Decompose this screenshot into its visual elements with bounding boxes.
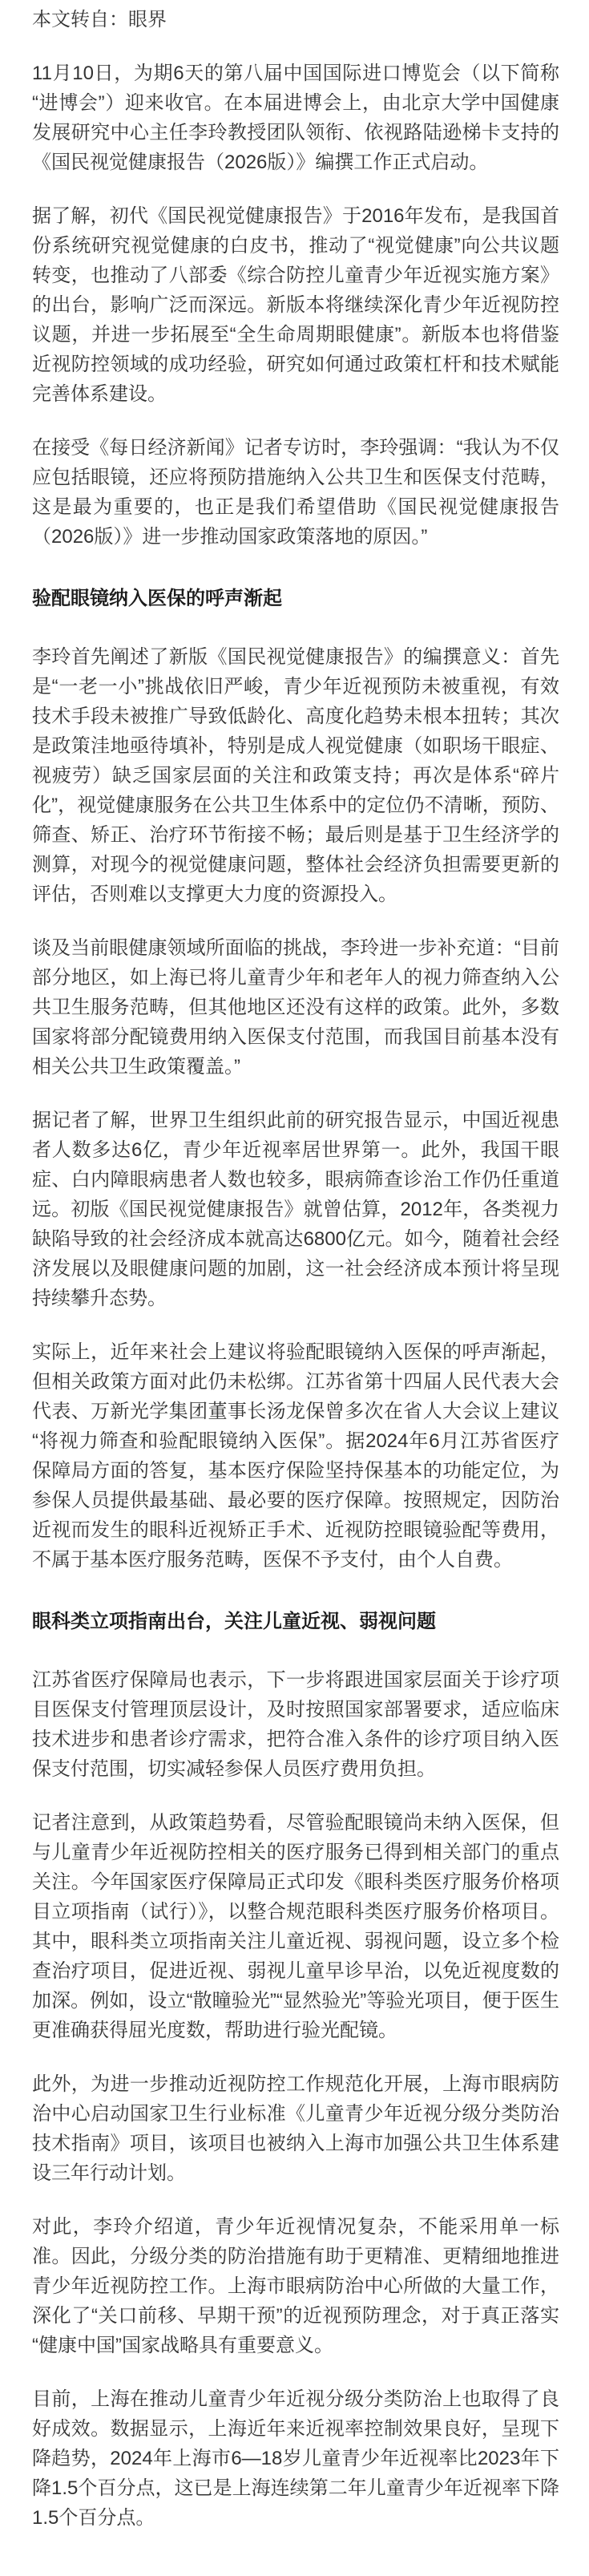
paragraph-who-statistics: 据记者了解，世界卫生组织此前的研究报告显示，中国近视患者人数多达6亿，青少年近视率居世界第一。此外，我国干眼症、白内障眼病患者人数也较多，眼病筛查诊治工作仍任重道远。初版《国民视觉健康报告》就曾估算，2012年，各类视力缺陷导致的社会经济成本就高达6800亿元。如今，随着社会经济发展以及眼健康问题的加剧，这一社会经济成本预计将呈现持续攀升态势。 — [32, 1110, 559, 1309]
paragraph-shanghai-standard: 此外，为进一步推动近视防控工作规范化开展，上海市眼病防治中心启动国家卫生行业标准《儿童青少年近视分级分类防治技术指南》项目，该项目也被纳入上海市加强公共卫生体系建设三年行动计划。 — [32, 2073, 559, 2184]
source-attribution: 本文转自：眼界 — [32, 9, 167, 30]
paragraph-report-significance: 李玲首先阐述了新版《国民视觉健康报告》的编撰意义：首先是“一老一小”挑战依旧严峻，青少年近视预防未被重视，有效技术手段未被推广导致低龄化、高度化趋势未根本扭转；其次是政策洼地亟待填补，特别是成人视觉健康（如职场干眼症、视疲劳）缺乏国家层面的关注和政策支持；再次是体系“碎片化”，视觉健康服务在公共卫生体系中的定位仍不清晰，预防、筛查、矫正、治疗环节衔接不畅；最后则是基于卫生经济学的测算，对现今的视觉健康问题，整体社会经济负担需要更新的评估，否则难以支撑更大力度的资源投入。 — [32, 646, 559, 905]
paragraph-challenges-quote: 谈及当前眼健康领域所面临的挑战，李玲进一步补充道：“目前部分地区，如上海已将儿童青少年和老年人的视力筛查纳入公共卫生服务范畴，但其他地区还没有这样的政策。此外，多数国家将部分配镜费用纳入医保支付范围，而我国目前基本没有相关公共卫生政策覆盖。” — [32, 937, 559, 1078]
paragraph-jiangsu-bureau-response: 江苏省医疗保障局也表示，下一步将跟进国家层面关于诊疗项目医保支付管理顶层设计，及时按照国家部署要求，适应临床技术进步和患者诊疗需求，把符合准入条件的诊疗项目纳入医保支付范围，切实减轻参保人员医疗费用负担。 — [32, 1669, 559, 1780]
paragraph-report-history: 据了解，初代《国民视觉健康报告》于2016年发布，是我国首份系统研究视觉健康的白皮书，推动了“视觉健康”向公共议题转变，也推动了八部委《综合防控儿童青少年近视实施方案》的出台，影响广泛而深远。新版本将继续深化青少年近视防控议题，并进一步拓展至“全生命周期眼健康”。新版本也将借鉴近视防控领域的成功经验，研究如何通过政策杠杆和技术赋能完善体系建设。 — [32, 205, 559, 405]
section-heading-medical-insurance: 验配眼镜纳入医保的呼声渐起 — [32, 588, 282, 609]
paragraph-pricing-guide: 记者注意到，从政策趋势看，尽管验配眼镜尚未纳入医保，但与儿童青少年近视防控相关的医疗服务已得到相关部门的重点关注。今年国家医疗保障局正式印发《眼科类医疗服务价格项目立项指南（试行）》，以整合规范眼科类医疗服务价格项目。其中，眼科类立项指南关注儿童近视、弱视问题，设立多个检查治疗项目，促进近视、弱视儿童早诊早治，以免近视度数的加深。例如，设立“散瞳验光”“显然验光”等验光项目，便于医生更准确获得屈光度数，帮助进行验光配镜。 — [32, 1812, 559, 2041]
paragraph-liling-quote: 在接受《每日经济新闻》记者专访时，李玲强调：“我认为不仅应包括眼镜，还应将预防措施纳入公共卫生和医保支付范畴，这是最为重要的，也正是我们希望借助《国民视觉健康报告（2026版）》进一步推动国家政策落地的原因。” — [32, 437, 559, 548]
paragraph-classification-significance: 对此，李玲介绍道，青少年近视情况复杂，不能采用单一标准。因此，分级分类的防治措施有助于更精准、更精细地推进青少年近视防控工作。上海市眼病防治中心所做的大量工作，深化了“关口前移、早期干预”的近视预防理念，对于真正落实“健康中国”国家战略具有重要意义。 — [32, 2216, 559, 2356]
section-heading-ophthalmology-guide: 眼科类立项指南出台，关注儿童近视、弱视问题 — [32, 1611, 436, 1632]
paragraph-jiangsu-proposal: 实际上，近年来社会上建议将验配眼镜纳入医保的呼声渐起，但相关政策方面对此仍未松绑。江苏省第十四届人民代表大会代表、万新光学集团董事长汤龙保曾多次在省人大会议上建议“将视力筛查和验配眼镜纳入医保”。据2024年6月江苏省医疗保障局方面的答复，基本医疗保险坚持保基本的功能定位，为参保人员提供最基础、最必要的医疗保障。按照规定，因防治近视而发生的眼科近视矫正手术、近视防控眼镜验配等费用，不属于基本医疗服务范畴，医保不予支付，由个人自费。 — [32, 1341, 559, 1571]
paragraph-shanghai-results: 目前，上海在推动儿童青少年近视分级分类防治上也取得了良好成效。数据显示，上海近年来近视率控制效果良好，呈现下降趋势，2024年上海市6—18岁儿童青少年近视率比2023年下降1.5个百分点，这已是上海连续第二年儿童青少年近视率下降1.5个百分点。 — [32, 2388, 559, 2529]
paragraph-intro-ciie: 11月10日，为期6天的第八届中国国际进口博览会（以下简称“进博会”）迎来收官。在本届进博会上，由北京大学中国健康发展研究中心主任李玲教授团队领衔、依视路陆逊梯卡支持的《国民视觉健康报告（2026版）》编撰工作正式启动。 — [32, 63, 559, 173]
